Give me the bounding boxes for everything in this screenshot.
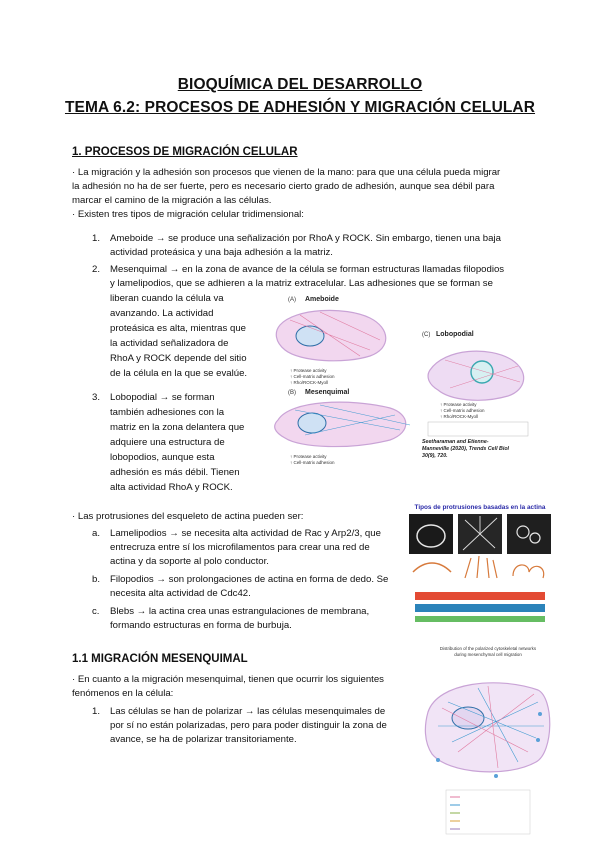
text-line: Lamelipodios → se necesita alta actividad de Rac y Arp2/3, que [110, 528, 381, 539]
text-line: Ameboide → se produce una señalización por RhoA y ROCK. Sin embargo, tienen una baja [110, 233, 501, 244]
citation-line: Seetharaman and Etienne- [422, 439, 489, 445]
figure-title: Tipos de protrusiones basadas en la actina [414, 504, 546, 511]
filopodium-diagram [465, 556, 497, 578]
panel-c-title: Lobopodial [436, 331, 474, 338]
citation-line: Manneville (2020), Trends Cell Biol [422, 446, 510, 452]
note-line: ↑ Cell-matrix adhesion [290, 460, 335, 465]
section-1-1-heading: 1.1 MIGRACIÓN MESENQUIMAL [72, 653, 248, 665]
adhesion-point [536, 738, 540, 742]
panel-a-label: (A) [288, 297, 296, 303]
text-line: lobopodios, aunque esta [110, 452, 215, 463]
section-1-1-intro [72, 673, 384, 701]
text-line: entrecruza entre sí los microfilamentos para crear una red de [110, 542, 370, 553]
mesenchymal-cell-shape [275, 402, 406, 446]
nucleus-shape [471, 361, 493, 383]
note-line: ↑ Rho/ROCK-Myoll [440, 414, 479, 419]
lamellipodium-diagram [413, 563, 451, 572]
adhesion-point [538, 712, 542, 716]
protrusions-intro: · Las protrusiones del esqueleto de actina pueden ser: [72, 511, 304, 522]
gradient-bar-blue [415, 604, 545, 612]
nucleus-shape [298, 413, 326, 433]
text-line: · En cuanto a la migración mesenquimal, tienen que ocurrir los siguientes [72, 674, 384, 685]
text-line: de la célula en la que se evalúe. [110, 368, 248, 379]
adhesion-point [494, 774, 498, 778]
list-item-polarizacion [110, 705, 387, 747]
nucleus-shape [296, 326, 324, 346]
text-line: alta actividad RhoA y ROCK. [110, 482, 233, 493]
text-line: actividad proteásica y una baja adhesión a la matriz. [110, 247, 333, 258]
text-line: la actividad señalizadora de [110, 338, 229, 349]
bleb-diagram [513, 565, 544, 578]
list-item-lamelipodios [110, 527, 381, 569]
text-line: también adhesiones con la [110, 407, 225, 418]
note-line: ↑ Rho/ROCK-Myoll [290, 380, 329, 385]
text-line: matriz en la zona delantera que [110, 422, 245, 433]
list-item-blebs [110, 605, 369, 633]
adhesion-point [436, 758, 440, 762]
panel-a-title: Ameboide [305, 296, 339, 303]
list-number: 1. [92, 706, 101, 717]
text-line: marcar el camino de la migración a las células. [72, 195, 272, 206]
text-line: Mesenquimal → en la zona de avance de la célula se forman estructuras llamadas filopodios [110, 264, 505, 275]
note-line: ↑ Protease activity [290, 368, 327, 373]
text-line: fenómenos en la célula: [72, 688, 174, 699]
section-1-heading: 1. PROCESOS DE MIGRACIÓN CELULAR [72, 146, 298, 158]
section-1-intro [72, 166, 500, 222]
text-line: Las células se han de polarizar → las células mesenquimales de [110, 706, 386, 717]
figure-title-line: Distribution of the polarized cytoskeletal networks [439, 646, 537, 651]
list-letter: b. [92, 574, 101, 585]
text-line: · La migración y la adhesión son procesos que vienen de la mano: para que una célula pueda migrar [72, 167, 501, 178]
text-line: formando estructuras en forma de burbuja. [110, 620, 292, 631]
text-line: adhesión es más débil. Tienen [110, 467, 240, 478]
note-line: ↑ Cell-matrix adhesion [440, 408, 485, 413]
text-line: liberan cuando la célula va [110, 293, 224, 304]
actin-protrusions-figure [405, 500, 555, 630]
text-line: y lamelipodios, que se adhieren a la matriz extracelular. Las adhesiones que se forman se [110, 278, 493, 289]
doc-subtitle: TEMA 6.2: PROCESOS DE ADHESIÓN Y MIGRACIÓN CELULAR [64, 99, 536, 116]
gradient-bar-green [415, 616, 545, 622]
text-line: Lobopodial → se forman [110, 392, 215, 403]
text-line: avance, se ha de polarizar transitoriamente. [110, 734, 297, 745]
text-line: actina y da soporte al polo conductor. [110, 556, 269, 567]
panel-c-label: (C) [422, 332, 431, 338]
list-item-filopodios [110, 573, 388, 601]
list-number: 2. [92, 264, 101, 275]
micrograph-lamellipodia [409, 514, 453, 554]
polarized-cytoskeleton-figure [418, 642, 558, 842]
text-line: RhoA y ROCK depende del sitio [110, 353, 247, 364]
legend-box [428, 422, 528, 436]
note-line: ↑ Protease activity [440, 402, 477, 407]
text-line: avanzando. La actividad [110, 308, 214, 319]
text-line: adquiere una estructura de [110, 437, 225, 448]
text-line: · Existen tres tipos de migración celular tridimensional: [72, 209, 304, 220]
list-item-lobopodial [110, 390, 244, 495]
figure-title-line: during mesenchymal cell migration [454, 652, 522, 657]
panel-b-label: (B) [288, 390, 296, 396]
gradient-bar-red [415, 592, 545, 600]
text-line: Blebs → la actina crea unas estrangulaciones de membrana, [110, 606, 370, 617]
migration-modes-figure [250, 290, 540, 465]
list-number: 3. [92, 392, 101, 403]
list-letter: a. [92, 528, 101, 539]
citation-line: 30(9), 720. [422, 453, 448, 459]
list-letter: c. [92, 606, 100, 617]
note-line: ↑ Protease activity [290, 454, 327, 459]
text-line: la adhesión no ha de ser fuerte, pero es necesario cierto grado de adhesión, aunque sea débil para [72, 181, 495, 192]
doc-title: BIOQUÍMICA DEL DESARROLLO [177, 76, 423, 93]
list-number: 1. [92, 233, 101, 244]
panel-b-title: Mesenquimal [305, 389, 350, 396]
note-line: ↑ Cell-matrix adhesion [290, 374, 335, 379]
text-line: Filopodios → son prolongaciones de actina en forma de dedo. Se [110, 574, 389, 585]
text-line: necesita alta actividad de Cdc42. [110, 588, 251, 599]
text-line: proteásica es alta, mientras que [110, 323, 246, 334]
list-item-ameboide [110, 232, 501, 260]
text-line: por sí no están polarizadas, pero para poder distinguir la zona de [110, 720, 387, 731]
